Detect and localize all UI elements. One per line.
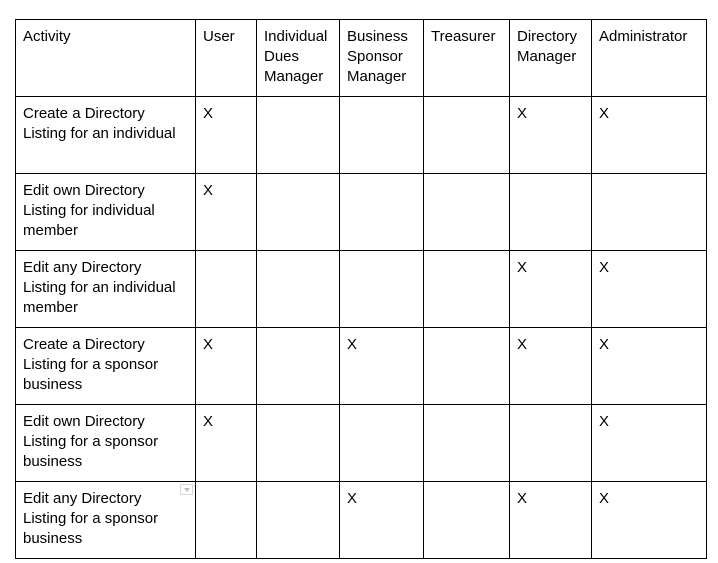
column-header-administrator[interactable]: Administrator xyxy=(592,20,707,97)
mark-cell-directory-manager[interactable]: X xyxy=(510,328,592,405)
mark-cell-business-sponsor-manager[interactable]: X xyxy=(340,482,424,559)
mark-cell-user[interactable]: X xyxy=(196,174,257,251)
mark-cell-administrator[interactable] xyxy=(592,174,707,251)
mark-cell-individual-dues-manager[interactable] xyxy=(257,251,340,328)
mark-cell-user[interactable]: X xyxy=(196,97,257,174)
mark-cell-business-sponsor-manager[interactable] xyxy=(340,251,424,328)
mark-cell-individual-dues-manager[interactable] xyxy=(257,405,340,482)
table-row xyxy=(16,174,707,251)
mark-cell-directory-manager[interactable]: X xyxy=(510,482,592,559)
mark-cell-business-sponsor-manager[interactable] xyxy=(340,97,424,174)
activity-cell[interactable]: Create a Directory Listing for an individual xyxy=(16,97,196,174)
mark-cell-treasurer[interactable] xyxy=(424,405,510,482)
activity-cell[interactable]: Edit any Directory Listing for an individual member xyxy=(16,251,196,328)
mark-cell-administrator[interactable]: X xyxy=(592,251,707,328)
activity-cell[interactable]: Create a Directory Listing for a sponsor business xyxy=(16,328,196,405)
mark-cell-treasurer[interactable] xyxy=(424,251,510,328)
activity-text: Edit any Directory Listing for a sponsor business xyxy=(23,490,159,547)
mark-cell-directory-manager[interactable] xyxy=(510,405,592,482)
mark-cell-individual-dues-manager[interactable] xyxy=(257,482,340,559)
mark-cell-treasurer[interactable] xyxy=(424,328,510,405)
column-header-activity[interactable]: Activity xyxy=(16,20,196,97)
mark-cell-user[interactable] xyxy=(196,482,257,559)
mark-cell-directory-manager[interactable]: X xyxy=(510,97,592,174)
table-row xyxy=(16,328,707,405)
table-row xyxy=(16,482,707,559)
mark-cell-administrator[interactable]: X xyxy=(592,97,707,174)
column-header-treasurer[interactable]: Treasurer xyxy=(424,20,510,97)
activity-cell-content xyxy=(23,489,188,549)
header-row xyxy=(16,20,707,97)
column-header-directory-manager[interactable]: Directory Manager xyxy=(510,20,592,97)
mark-cell-treasurer[interactable] xyxy=(424,174,510,251)
activity-cell[interactable]: Edit own Directory Listing for individual member xyxy=(16,174,196,251)
mark-cell-user[interactable] xyxy=(196,251,257,328)
table-row xyxy=(16,405,707,482)
mark-cell-user[interactable]: X xyxy=(196,328,257,405)
mark-cell-individual-dues-manager[interactable] xyxy=(257,97,340,174)
activity-cell-active[interactable] xyxy=(16,482,196,559)
mark-cell-business-sponsor-manager[interactable]: X xyxy=(340,328,424,405)
column-header-individual-dues-manager[interactable]: Individual Dues Manager xyxy=(257,20,340,97)
mark-cell-treasurer[interactable] xyxy=(424,97,510,174)
mark-cell-administrator[interactable]: X xyxy=(592,328,707,405)
table-row xyxy=(16,251,707,328)
mark-cell-business-sponsor-manager[interactable] xyxy=(340,405,424,482)
column-header-user[interactable]: User xyxy=(196,20,257,97)
mark-cell-user[interactable]: X xyxy=(196,405,257,482)
mark-cell-administrator[interactable]: X xyxy=(592,482,707,559)
mark-cell-treasurer[interactable] xyxy=(424,482,510,559)
column-header-business-sponsor-manager[interactable]: Business Sponsor Manager xyxy=(340,20,424,97)
dropdown-arrow-icon[interactable] xyxy=(180,484,193,495)
mark-cell-directory-manager[interactable] xyxy=(510,174,592,251)
mark-cell-administrator[interactable]: X xyxy=(592,405,707,482)
permissions-table xyxy=(15,19,707,559)
table-row xyxy=(16,97,707,174)
mark-cell-business-sponsor-manager[interactable] xyxy=(340,174,424,251)
mark-cell-individual-dues-manager[interactable] xyxy=(257,328,340,405)
mark-cell-directory-manager[interactable]: X xyxy=(510,251,592,328)
activity-cell[interactable]: Edit own Directory Listing for a sponsor business xyxy=(16,405,196,482)
mark-cell-individual-dues-manager[interactable] xyxy=(257,174,340,251)
